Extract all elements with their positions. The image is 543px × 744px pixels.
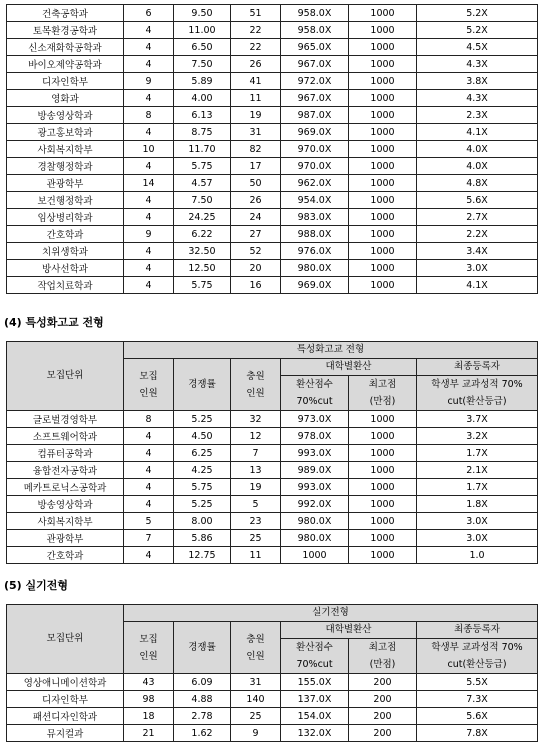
cell-unit: 신소재화학공학과 — [7, 39, 124, 56]
cell-max: 200 — [349, 708, 417, 725]
cell-total: 13 — [231, 462, 281, 479]
cell-total: 25 — [231, 530, 281, 547]
cell-max: 1000 — [349, 90, 417, 107]
cell-max: 1000 — [349, 5, 417, 22]
cell-recruit: 5 — [124, 513, 174, 530]
header-grade: 학생부 교과성적 70% cut(환산등급) — [417, 639, 538, 674]
cell-score: 137.0X — [281, 691, 349, 708]
cell-grade: 3.0X — [417, 530, 538, 547]
cell-total: 19 — [231, 479, 281, 496]
table-row — [7, 708, 538, 725]
cell-recruit: 9 — [124, 73, 174, 90]
cell-recruit: 4 — [124, 428, 174, 445]
cell-recruit: 98 — [124, 691, 174, 708]
cell-unit: 메카트로닉스공학과 — [7, 479, 124, 496]
cell-max: 1000 — [349, 209, 417, 226]
cell-unit: 방송영상학과 — [7, 107, 124, 124]
cell-grade: 3.7X — [417, 411, 538, 428]
cell-recruit: 4 — [124, 192, 174, 209]
cell-grade: 5.2X — [417, 22, 538, 39]
cell-grade: 4.3X — [417, 90, 538, 107]
cell-rate: 6.25 — [174, 445, 231, 462]
cell-total: 22 — [231, 39, 281, 56]
cell-grade: 4.1X — [417, 277, 538, 294]
cell-max: 1000 — [349, 226, 417, 243]
cell-unit: 소프트웨어학과 — [7, 428, 124, 445]
cell-rate: 4.50 — [174, 428, 231, 445]
cell-max: 1000 — [349, 39, 417, 56]
cell-total: 32 — [231, 411, 281, 428]
cell-total: 51 — [231, 5, 281, 22]
cell-score: 970.0X — [281, 141, 349, 158]
cell-max: 1000 — [349, 22, 417, 39]
cell-score: 958.0X — [281, 5, 349, 22]
cell-total: 24 — [231, 209, 281, 226]
cell-rate: 7.50 — [174, 56, 231, 73]
cell-unit: 바이오제약공학과 — [7, 56, 124, 73]
cell-score: 965.0X — [281, 39, 349, 56]
header-score: 환산점수 70%cut — [281, 376, 349, 411]
cell-unit: 컴퓨터공학과 — [7, 445, 124, 462]
cell-total: 31 — [231, 124, 281, 141]
cell-grade: 3.2X — [417, 428, 538, 445]
cell-unit: 건축공학과 — [7, 5, 124, 22]
cell-total: 23 — [231, 513, 281, 530]
cell-score: 962.0X — [281, 175, 349, 192]
cell-rate: 11.00 — [174, 22, 231, 39]
cell-score: 989.0X — [281, 462, 349, 479]
cell-unit: 보건행정학과 — [7, 192, 124, 209]
table-row — [7, 73, 538, 90]
table-row — [7, 5, 538, 22]
cell-total: 16 — [231, 277, 281, 294]
cell-recruit: 4 — [124, 243, 174, 260]
cell-max: 1000 — [349, 479, 417, 496]
cell-recruit: 4 — [124, 158, 174, 175]
cell-max: 1000 — [349, 158, 417, 175]
table-row — [7, 496, 538, 513]
cell-total: 26 — [231, 56, 281, 73]
cell-grade: 3.0X — [417, 260, 538, 277]
cell-grade: 4.0X — [417, 158, 538, 175]
cell-recruit: 10 — [124, 141, 174, 158]
cell-grade: 2.7X — [417, 209, 538, 226]
cell-unit: 뮤지컬과 — [7, 725, 124, 742]
cell-rate: 12.50 — [174, 260, 231, 277]
table-row — [7, 56, 538, 73]
cell-score: 972.0X — [281, 73, 349, 90]
cell-unit: 사회복지학부 — [7, 513, 124, 530]
cell-recruit: 8 — [124, 411, 174, 428]
cell-recruit: 4 — [124, 445, 174, 462]
cell-total: 26 — [231, 192, 281, 209]
cell-unit: 관광학부 — [7, 175, 124, 192]
cell-max: 1000 — [349, 175, 417, 192]
cell-grade: 7.8X — [417, 725, 538, 742]
cell-grade: 1.8X — [417, 496, 538, 513]
header-final: 최종등록자 — [417, 359, 538, 376]
table-row — [7, 141, 538, 158]
cell-score: 993.0X — [281, 479, 349, 496]
cell-max: 1000 — [349, 496, 417, 513]
cell-max: 200 — [349, 674, 417, 691]
cell-recruit: 4 — [124, 56, 174, 73]
cell-recruit: 4 — [124, 277, 174, 294]
table-row — [7, 90, 538, 107]
header-recruit: 모집 인원 — [124, 622, 174, 674]
cell-total: 41 — [231, 73, 281, 90]
cell-max: 1000 — [349, 530, 417, 547]
header-max: 최고점 (만점) — [349, 376, 417, 411]
cell-max: 1000 — [349, 428, 417, 445]
cell-grade: 5.6X — [417, 192, 538, 209]
table-row — [7, 691, 538, 708]
cell-rate: 12.75 — [174, 547, 231, 564]
table-row — [7, 725, 538, 742]
cell-unit: 임상병리학과 — [7, 209, 124, 226]
header-total: 충원 인원 — [231, 359, 281, 411]
cell-unit: 영상애니메이션학과 — [7, 674, 124, 691]
cell-recruit: 4 — [124, 462, 174, 479]
cell-grade: 2.1X — [417, 462, 538, 479]
cell-rate: 11.70 — [174, 141, 231, 158]
cell-grade: 4.1X — [417, 124, 538, 141]
table-row — [7, 22, 538, 39]
cell-score: 132.0X — [281, 725, 349, 742]
header-total: 충원 인원 — [231, 622, 281, 674]
header-group: 특성화고교 전형 — [124, 342, 538, 359]
cell-total: 20 — [231, 260, 281, 277]
cell-recruit: 21 — [124, 725, 174, 742]
cell-unit: 치위생학과 — [7, 243, 124, 260]
cell-recruit: 18 — [124, 708, 174, 725]
cell-recruit: 6 — [124, 5, 174, 22]
table-row — [7, 124, 538, 141]
cell-unit: 작업치료학과 — [7, 277, 124, 294]
cell-grade: 1.7X — [417, 445, 538, 462]
admissions-table-specialized — [6, 341, 538, 564]
header-group: 실기전형 — [124, 605, 538, 622]
header-rate: 경쟁률 — [174, 359, 231, 411]
cell-rate: 6.50 — [174, 39, 231, 56]
cell-grade: 5.5X — [417, 674, 538, 691]
cell-grade: 1.0 — [417, 547, 538, 564]
section-title-practical: (5) 실기전형 — [4, 579, 69, 592]
cell-rate: 4.25 — [174, 462, 231, 479]
cell-unit: 방송영상학과 — [7, 496, 124, 513]
cell-rate: 5.86 — [174, 530, 231, 547]
cell-max: 1000 — [349, 411, 417, 428]
cell-rate: 4.00 — [174, 90, 231, 107]
cell-recruit: 4 — [124, 22, 174, 39]
table-row — [7, 39, 538, 56]
cell-recruit: 4 — [124, 547, 174, 564]
cell-unit: 디자인학부 — [7, 73, 124, 90]
cell-grade: 4.0X — [417, 141, 538, 158]
cell-total: 7 — [231, 445, 281, 462]
cell-score: 969.0X — [281, 277, 349, 294]
cell-rate: 5.75 — [174, 277, 231, 294]
cell-total: 140 — [231, 691, 281, 708]
cell-unit: 영화과 — [7, 90, 124, 107]
cell-total: 82 — [231, 141, 281, 158]
table-row — [7, 158, 538, 175]
cell-max: 1000 — [349, 192, 417, 209]
cell-unit: 글로벌경영학부 — [7, 411, 124, 428]
cell-score: 155.0X — [281, 674, 349, 691]
cell-rate: 6.22 — [174, 226, 231, 243]
cell-unit: 사회복지학부 — [7, 141, 124, 158]
cell-rate: 8.75 — [174, 124, 231, 141]
cell-recruit: 4 — [124, 260, 174, 277]
cell-max: 1000 — [349, 547, 417, 564]
cell-score: 976.0X — [281, 243, 349, 260]
cell-grade: 3.0X — [417, 513, 538, 530]
cell-total: 19 — [231, 107, 281, 124]
header-score: 환산점수 70%cut — [281, 639, 349, 674]
cell-recruit: 4 — [124, 90, 174, 107]
cell-unit: 디자인학부 — [7, 691, 124, 708]
cell-rate: 5.75 — [174, 479, 231, 496]
cell-grade: 5.2X — [417, 5, 538, 22]
cell-rate: 2.78 — [174, 708, 231, 725]
table-row — [7, 411, 538, 428]
cell-recruit: 4 — [124, 209, 174, 226]
cell-unit: 광고홍보학과 — [7, 124, 124, 141]
header-grade: 학생부 교과성적 70% cut(환산등급) — [417, 376, 538, 411]
cell-score: 978.0X — [281, 428, 349, 445]
cell-grade: 4.8X — [417, 175, 538, 192]
cell-rate: 7.50 — [174, 192, 231, 209]
header-univ: 대학별환산 — [281, 359, 417, 376]
cell-rate: 6.13 — [174, 107, 231, 124]
cell-rate: 4.88 — [174, 691, 231, 708]
table-row — [7, 674, 538, 691]
table-row — [7, 260, 538, 277]
cell-grade: 4.5X — [417, 39, 538, 56]
cell-score: 988.0X — [281, 226, 349, 243]
admissions-table-top — [6, 4, 538, 294]
cell-max: 1000 — [349, 141, 417, 158]
cell-grade: 1.7X — [417, 479, 538, 496]
cell-score: 992.0X — [281, 496, 349, 513]
cell-rate: 5.25 — [174, 496, 231, 513]
header-unit: 모집단위 — [7, 342, 124, 411]
cell-unit: 패션디자인학과 — [7, 708, 124, 725]
cell-unit: 간호학과 — [7, 226, 124, 243]
cell-max: 1000 — [349, 107, 417, 124]
table-row — [7, 209, 538, 226]
cell-max: 1000 — [349, 56, 417, 73]
cell-max: 1000 — [349, 513, 417, 530]
header-univ: 대학별환산 — [281, 622, 417, 639]
cell-recruit: 4 — [124, 479, 174, 496]
table-row — [7, 428, 538, 445]
table-row — [7, 513, 538, 530]
cell-rate: 1.62 — [174, 725, 231, 742]
cell-max: 1000 — [349, 73, 417, 90]
cell-total: 22 — [231, 22, 281, 39]
cell-grade: 4.3X — [417, 56, 538, 73]
cell-recruit: 8 — [124, 107, 174, 124]
table-row — [7, 547, 538, 564]
table-row — [7, 479, 538, 496]
cell-max: 200 — [349, 725, 417, 742]
cell-score: 154.0X — [281, 708, 349, 725]
cell-total: 11 — [231, 547, 281, 564]
table-row — [7, 462, 538, 479]
cell-unit: 경찰행정학과 — [7, 158, 124, 175]
header-final: 최종등록자 — [417, 622, 538, 639]
cell-grade: 2.3X — [417, 107, 538, 124]
cell-score: 967.0X — [281, 90, 349, 107]
cell-max: 1000 — [349, 445, 417, 462]
cell-score: 980.0X — [281, 260, 349, 277]
cell-rate: 6.09 — [174, 674, 231, 691]
cell-recruit: 7 — [124, 530, 174, 547]
cell-total: 27 — [231, 226, 281, 243]
cell-score: 983.0X — [281, 209, 349, 226]
cell-total: 9 — [231, 725, 281, 742]
table-row — [7, 226, 538, 243]
cell-recruit: 4 — [124, 124, 174, 141]
cell-grade: 3.8X — [417, 73, 538, 90]
cell-rate: 24.25 — [174, 209, 231, 226]
header-rate: 경쟁률 — [174, 622, 231, 674]
cell-grade: 7.3X — [417, 691, 538, 708]
table-row — [7, 243, 538, 260]
header-max: 최고점 (만점) — [349, 639, 417, 674]
cell-unit: 방사선학과 — [7, 260, 124, 277]
cell-total: 50 — [231, 175, 281, 192]
cell-max: 1000 — [349, 124, 417, 141]
cell-rate: 5.75 — [174, 158, 231, 175]
cell-unit: 관광학부 — [7, 530, 124, 547]
cell-unit: 간호학과 — [7, 547, 124, 564]
header-unit: 모집단위 — [7, 605, 124, 674]
cell-total: 17 — [231, 158, 281, 175]
cell-score: 993.0X — [281, 445, 349, 462]
cell-grade: 5.6X — [417, 708, 538, 725]
section-title-specialized: (4) 특성화고교 전형 — [4, 316, 104, 329]
cell-rate: 9.50 — [174, 5, 231, 22]
cell-score: 987.0X — [281, 107, 349, 124]
cell-score: 973.0X — [281, 411, 349, 428]
cell-score: 970.0X — [281, 158, 349, 175]
cell-rate: 8.00 — [174, 513, 231, 530]
cell-rate: 32.50 — [174, 243, 231, 260]
cell-total: 12 — [231, 428, 281, 445]
cell-total: 25 — [231, 708, 281, 725]
cell-recruit: 4 — [124, 496, 174, 513]
cell-unit: 융합전자공학과 — [7, 462, 124, 479]
cell-grade: 3.4X — [417, 243, 538, 260]
cell-rate: 4.57 — [174, 175, 231, 192]
cell-recruit: 14 — [124, 175, 174, 192]
cell-recruit: 43 — [124, 674, 174, 691]
table-row — [7, 107, 538, 124]
cell-score: 1000 — [281, 547, 349, 564]
cell-recruit: 9 — [124, 226, 174, 243]
cell-rate: 5.89 — [174, 73, 231, 90]
cell-score: 967.0X — [281, 56, 349, 73]
cell-max: 200 — [349, 691, 417, 708]
cell-total: 5 — [231, 496, 281, 513]
table-row — [7, 192, 538, 209]
cell-max: 1000 — [349, 277, 417, 294]
admissions-table-practical — [6, 604, 538, 742]
cell-max: 1000 — [349, 243, 417, 260]
cell-total: 31 — [231, 674, 281, 691]
cell-max: 1000 — [349, 260, 417, 277]
table-row — [7, 445, 538, 462]
cell-recruit: 4 — [124, 39, 174, 56]
cell-total: 11 — [231, 90, 281, 107]
cell-score: 980.0X — [281, 530, 349, 547]
cell-unit: 토목환경공학과 — [7, 22, 124, 39]
table-row — [7, 530, 538, 547]
header-recruit: 모집 인원 — [124, 359, 174, 411]
cell-score: 980.0X — [281, 513, 349, 530]
cell-score: 969.0X — [281, 124, 349, 141]
table-row — [7, 175, 538, 192]
cell-grade: 2.2X — [417, 226, 538, 243]
table-row — [7, 277, 538, 294]
cell-score: 958.0X — [281, 22, 349, 39]
cell-score: 954.0X — [281, 192, 349, 209]
cell-max: 1000 — [349, 462, 417, 479]
cell-rate: 5.25 — [174, 411, 231, 428]
cell-total: 52 — [231, 243, 281, 260]
